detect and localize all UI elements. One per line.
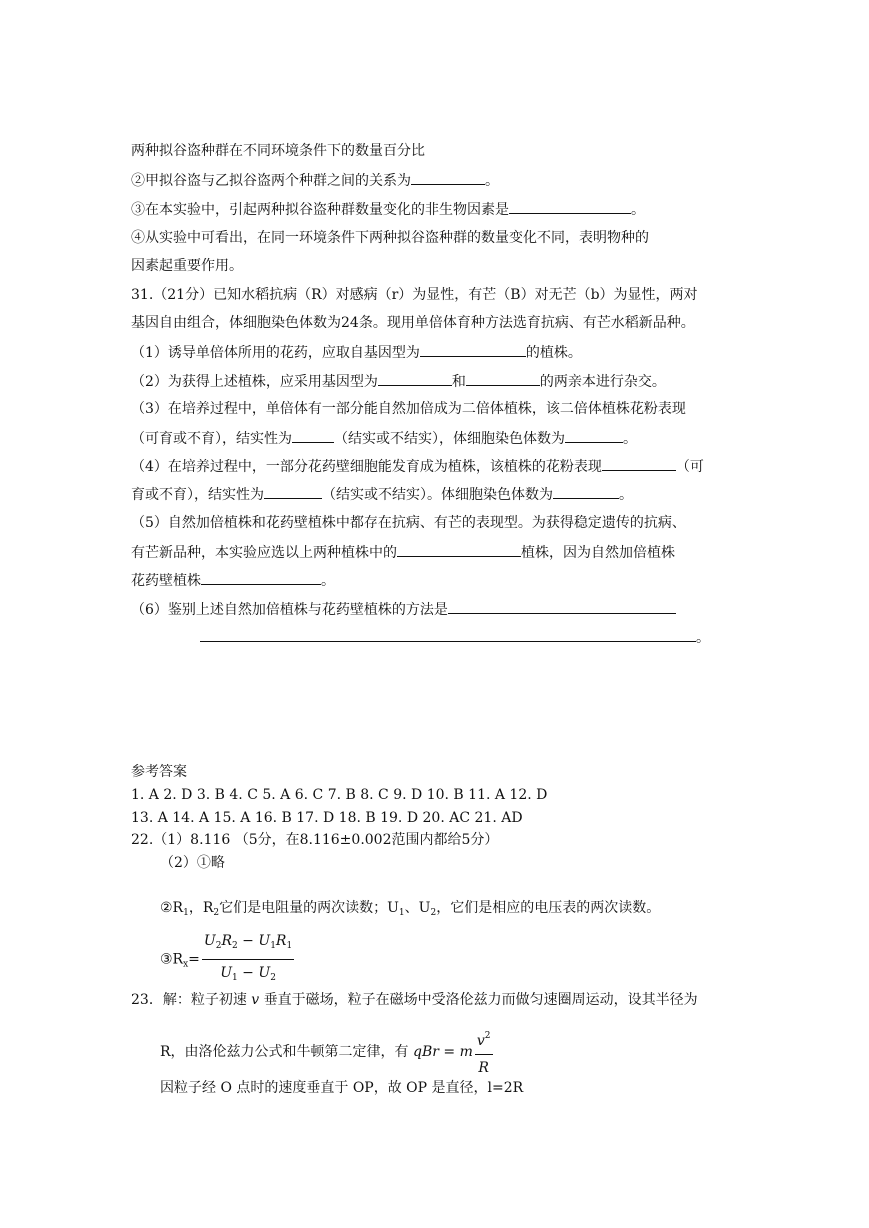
- question-31-part-6: （6）鉴别上述自然加倍植株与花药壁植株的方法是: [131, 599, 676, 620]
- answer-blank[interactable]: [201, 570, 321, 585]
- question-31-part-5: 花药壁植株 。: [131, 570, 335, 591]
- answer-blank[interactable]: [264, 484, 322, 499]
- answer-blank[interactable]: [602, 456, 676, 471]
- answer-key-row: 13. A 14. A 15. A 16. B 17. D 18. B 19. D 20. AC 21. AD: [131, 810, 523, 826]
- question-31-part-2: （2）为获得上述植株，应采用基因型为 和 的两亲本进行杂交。: [131, 371, 666, 392]
- answer-blank[interactable]: [509, 199, 631, 214]
- answer-key-row: 1. A 2. D 3. B 4. C 5. A 6. C 7. B 8. C 9. D 10. B 11. A 12. D: [131, 787, 548, 803]
- question-31-part-4: （4）在培养过程中，一部分花药壁细胞能发育成为植株，该植株的花粉表现 （可: [131, 456, 704, 477]
- answer-22-formula: $③R_x=$ $\frac{U_2R_2 - U_1R_1}{U_1 - U_2}$: [160, 930, 294, 989]
- answer-22-part-2: （2）①略: [160, 855, 225, 871]
- answer-blank[interactable]: [565, 428, 623, 443]
- question-31-part-5: 有芒新品种，本实验应选以上两种植株中的 植株，因为自然加倍植株: [131, 542, 675, 563]
- answer-key-title: 参考答案: [131, 764, 187, 780]
- question-line: ②甲拟谷盗与乙拟谷盗两个种群之间的关系为 。: [131, 170, 499, 191]
- question-line: ③在本实验中，引起两种拟谷盗种群数量变化的非生物因素是 。: [131, 199, 645, 220]
- answer-blank[interactable]: [448, 599, 676, 614]
- answer-blank[interactable]: [420, 342, 526, 357]
- question-31-part-4: 育或不育），结实性为 （结实或不结实）。体细胞染色体数为 。: [131, 484, 633, 505]
- answer-blank[interactable]: [466, 371, 540, 386]
- answer-blank[interactable]: [411, 170, 485, 185]
- answer-22-part-1: 22.（1）8.116 （5分，在8.116±0.002范围内都给5分）: [131, 832, 499, 848]
- answer-22-note: $②R_1$，$R_2$它们是电阻量的两次读数；$U_1$、$U_2$，它们是相应的电压表的两次读数。: [160, 900, 661, 918]
- figure-caption: 两种拟谷盗种群在不同环境条件下的数量百分比: [131, 143, 425, 159]
- question-31-line: 基因自由组合，体细胞染色体数为24条。现用单倍体育种方法选育抗病、有芒水稻新品种。: [131, 315, 695, 331]
- answer-blank[interactable]: [292, 428, 334, 443]
- answer-blank[interactable]: [397, 542, 521, 557]
- answer-23-line: 23．解：粒子初速 v 垂直于磁场，粒子在磁场中受洛伦兹力而做匀速圈周运动，设其半径为: [131, 992, 698, 1008]
- answer-23-line: 因粒子经 O 点时的速度垂直于 OP，故 OP 是直径，l=2R: [160, 1080, 524, 1096]
- question-31-part-5: （5）自然加倍植株和花药壁植株中都存在抗病、有芒的表现型。为获得稳定遗传的抗病、: [131, 515, 686, 531]
- question-31-part-3: （可育或不育），结实性为 （结实或不结实），体细胞染色体数为 。: [131, 428, 637, 449]
- answer-23-equation: R，由洛伦兹力公式和牛顿第二定律，有 qBr = m $\frac{v^2}{R}$: [160, 1025, 493, 1079]
- answer-blank[interactable]: [553, 484, 619, 499]
- question-31-part-1: （1）诱导单倍体所用的花药，应取自基因型为 的植株。: [131, 342, 582, 363]
- question-31-part-6: 。: [200, 627, 710, 648]
- resistance-fraction: $\frac{U_2R_2 - U_1R_1}{U_1 - U_2}$: [202, 930, 294, 989]
- question-line: ④从实验中可看出，在同一环境条件下两种拟谷盗种群的数量变化不同，表明物种的: [131, 230, 649, 246]
- answer-blank[interactable]: [200, 627, 696, 642]
- answer-blank[interactable]: [378, 371, 452, 386]
- question-line: 因素起重要作用。: [131, 258, 243, 274]
- centripetal-fraction: $\frac{v^2}{R}$: [475, 1025, 493, 1079]
- question-31-part-3: （3）在培养过程中，单倍体有一部分能自然加倍成为二倍体植株，该二倍体植株花粉表现: [131, 401, 686, 417]
- question-31-line: 31.（21分）已知水稻抗病（R）对感病（r）为显性，有芒（B）对无芒（b）为显性，两对: [131, 287, 698, 303]
